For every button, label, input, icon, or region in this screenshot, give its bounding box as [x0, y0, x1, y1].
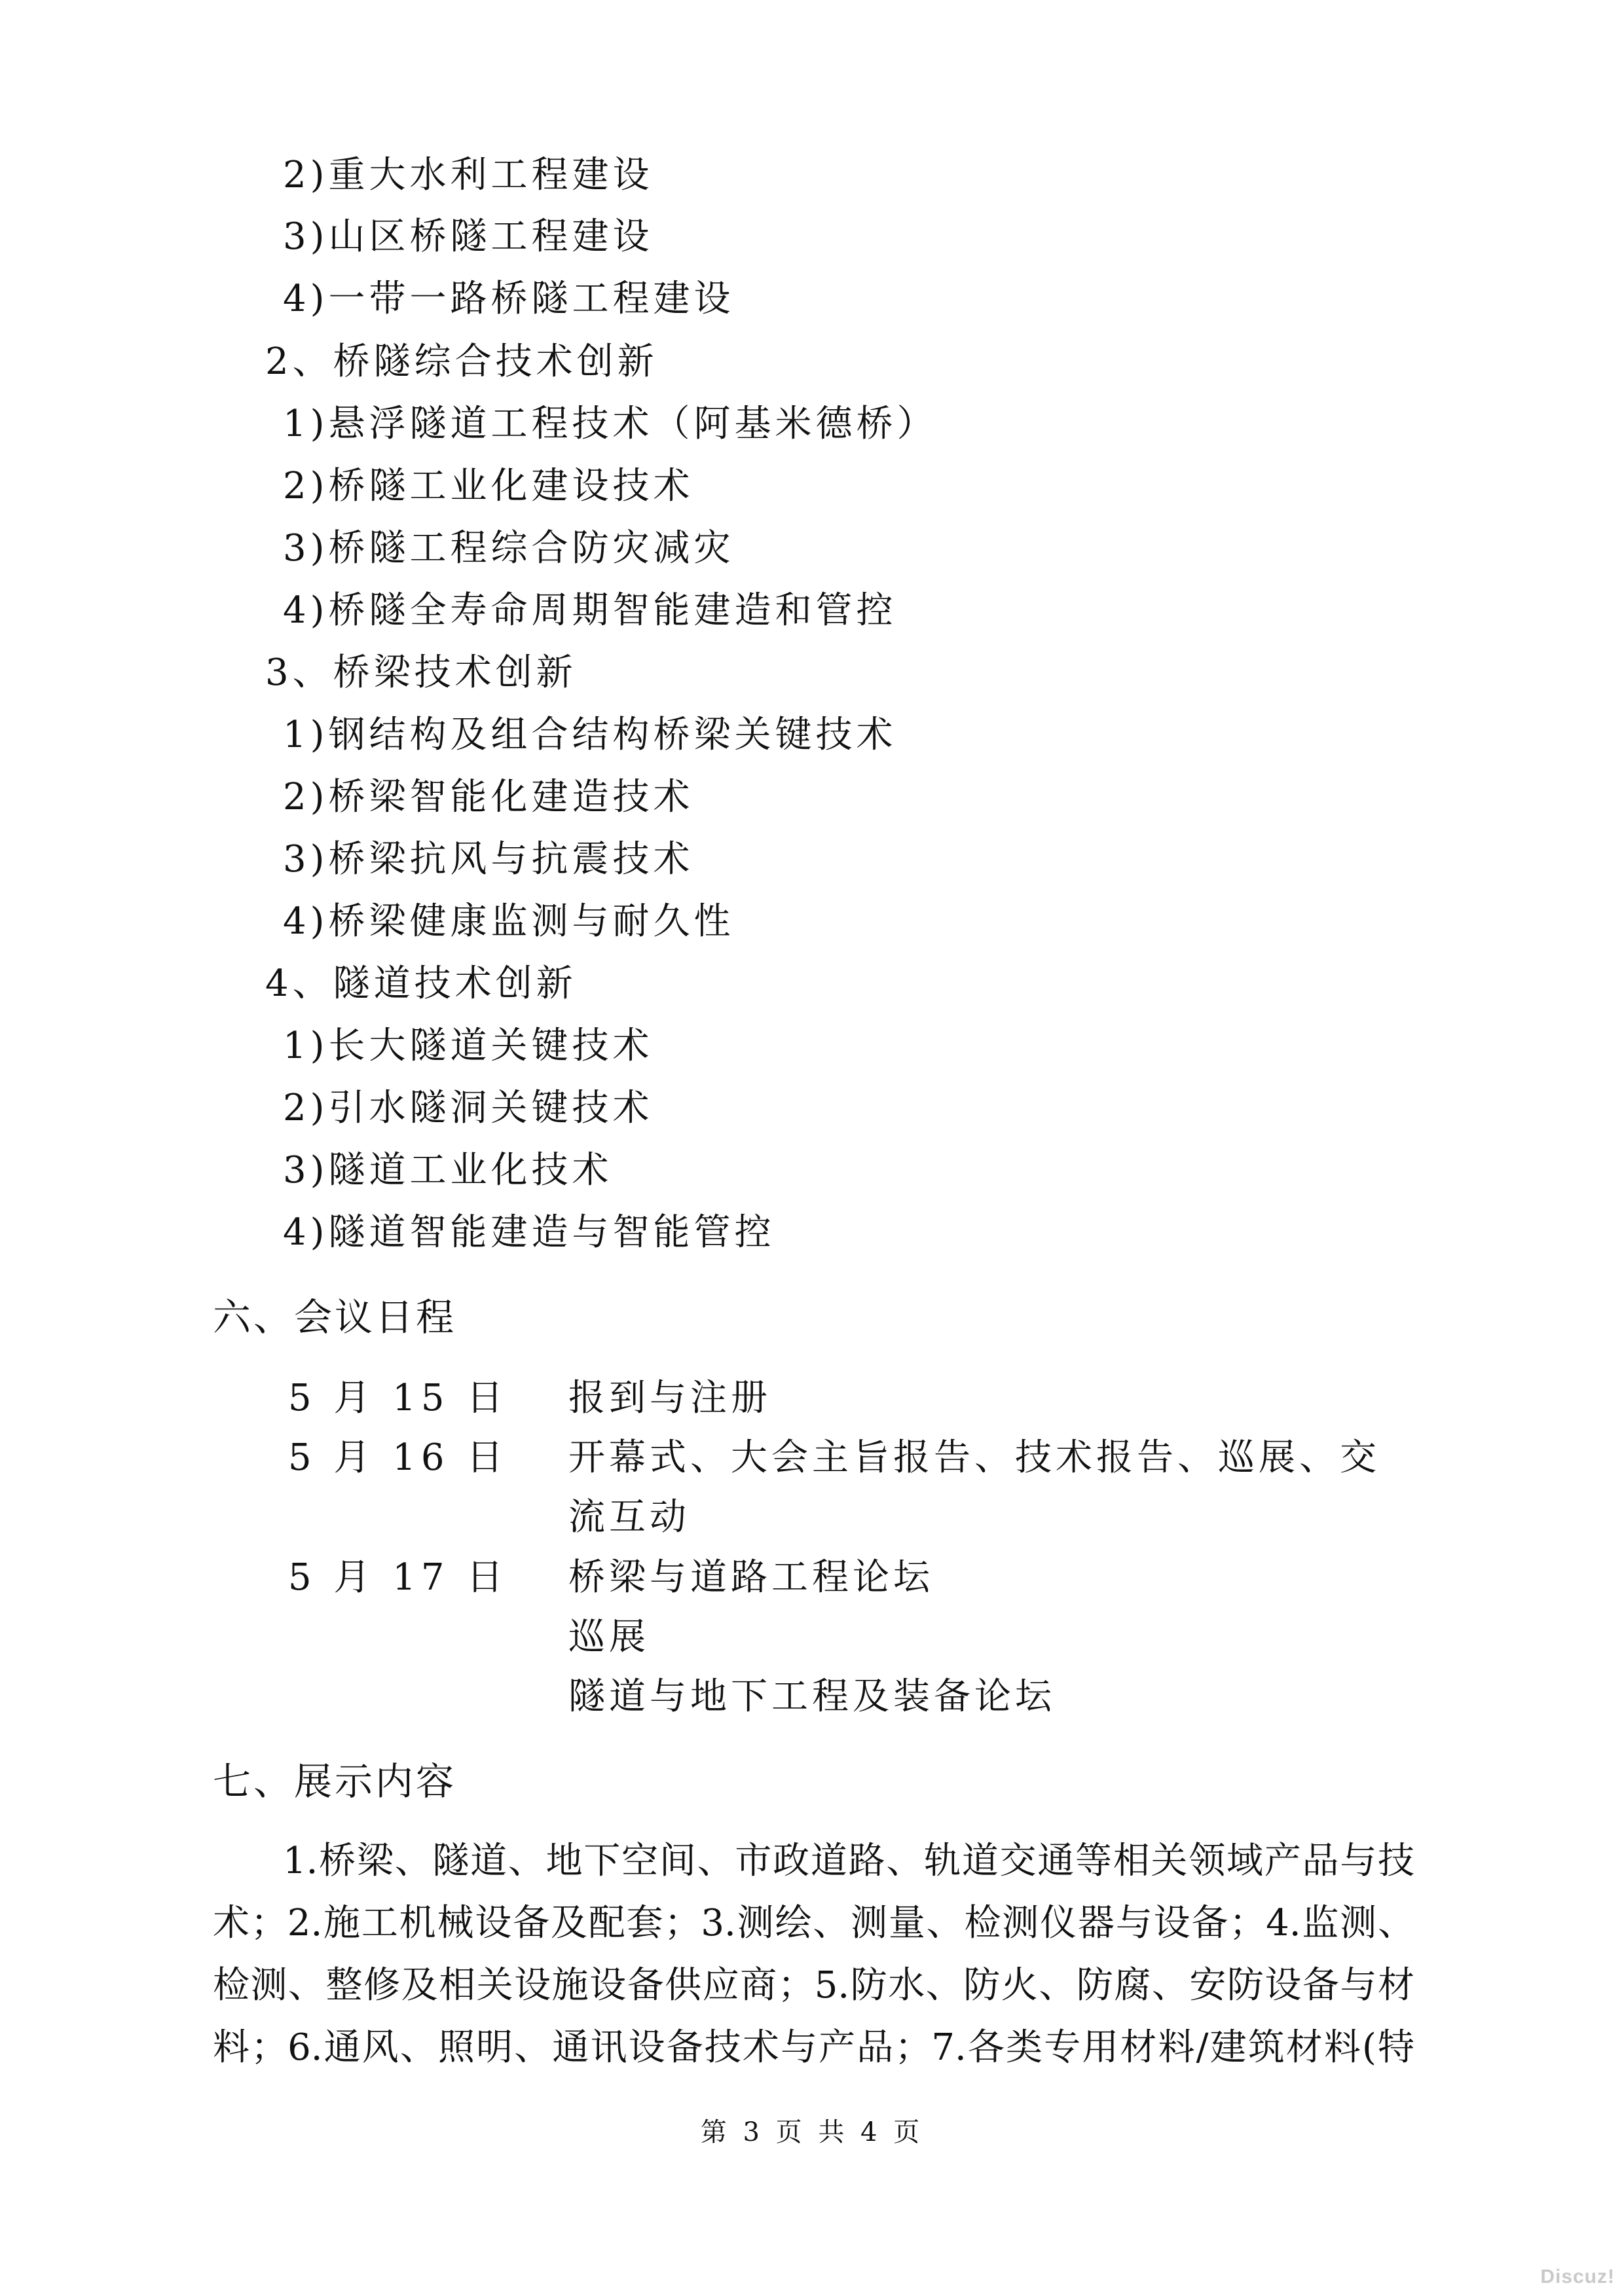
paragraph-line: 检测、整修及相关设施设备供应商；5.防水、防火、防腐、安防设备与材	[213, 1964, 1414, 2007]
list-item: 1)悬浮隧道工程技术（阿基米德桥）	[283, 403, 938, 445]
schedule-date: 5 月 17 日	[288, 1556, 509, 1599]
paragraph-line: 1.桥梁、隧道、地下空间、市政道路、轨道交通等相关领域产品与技	[283, 1840, 1414, 1882]
list-item: 1)钢结构及组合结构桥梁关键技术	[283, 714, 897, 756]
section-heading-schedule: 六、会议日程	[213, 1295, 457, 1339]
paragraph-line: 术；2.施工机械设备及配套；3.测绘、测量、检测仪器与设备；4.监测、	[213, 1902, 1414, 1944]
category-heading: 3、桥梁技术创新	[265, 651, 577, 694]
schedule-item: 巡展	[568, 1616, 650, 1658]
schedule-date: 5 月 16 日	[288, 1436, 509, 1479]
paragraph-line: 料；6.通风、照明、通讯设备技术与产品；7.各类专用材料/建筑材料(特	[213, 2026, 1414, 2069]
list-item: 3)桥隧工程综合防灾减灾	[283, 527, 735, 570]
list-item: 4)桥隧全寿命周期智能建造和管控	[283, 589, 897, 632]
schedule-item: 开幕式、大会主旨报告、技术报告、巡展、交	[568, 1436, 1380, 1479]
schedule-item: 报到与注册	[568, 1377, 771, 1419]
list-item: 4)隧道智能建造与智能管控	[283, 1211, 775, 1254]
schedule-item: 隧道与地下工程及装备论坛	[568, 1675, 1056, 1718]
list-item: 3)山区桥隧工程建设	[283, 215, 654, 258]
schedule-date: 5 月 15 日	[288, 1377, 509, 1419]
category-heading: 2、桥隧综合技术创新	[265, 340, 658, 383]
list-item: 1)长大隧道关键技术	[283, 1025, 654, 1067]
page-number: 第 3 页 共 4 页	[700, 2117, 924, 2147]
list-item: 3)桥梁抗风与抗震技术	[283, 838, 694, 881]
list-item: 2)桥隧工业化建设技术	[283, 465, 694, 507]
schedule-item: 流互动	[568, 1496, 690, 1539]
list-item: 2)桥梁智能化建造技术	[283, 776, 694, 818]
schedule-item: 桥梁与道路工程论坛	[568, 1556, 934, 1599]
list-item: 4)一带一路桥隧工程建设	[283, 278, 735, 320]
list-item: 3)隧道工业化技术	[283, 1149, 613, 1192]
section-heading-exhibition: 七、展示内容	[213, 1759, 457, 1804]
list-item: 4)桥梁健康监测与耐久性	[283, 900, 735, 943]
category-heading: 4、隧道技术创新	[265, 962, 577, 1005]
watermark: Discuz!	[1540, 2266, 1615, 2287]
list-item: 2)引水隧洞关键技术	[283, 1087, 654, 1129]
list-item: 2)重大水利工程建设	[283, 154, 654, 196]
